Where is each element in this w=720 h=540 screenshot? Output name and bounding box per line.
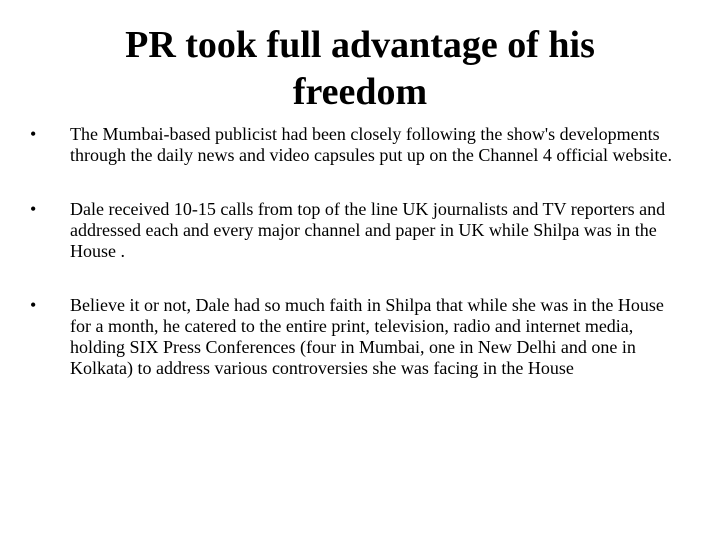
bullet-text: The Mumbai-based publicist had been closely following the show's developments through the daily news and video capsules put up on the Channel 4 official website. bbox=[70, 124, 673, 165]
bullet-item bbox=[30, 124, 690, 166]
bullet-icon: • bbox=[30, 124, 37, 144]
bullet-text: Believe it or not, Dale had so much faith in Shilpa that while she was in the House for a month, he catered to the entire print, television, radio and internet media, holding SIX Press Conferences (four in Mumbai, one in New Delhi and one in Kolkata) to address various controversies she was facing in the House bbox=[70, 295, 664, 378]
slide-title: PR took full advantage of his freedom bbox=[125, 24, 595, 113]
bullet-list bbox=[30, 124, 690, 379]
bullet-icon: • bbox=[30, 295, 37, 315]
bullet-item bbox=[30, 199, 690, 262]
bullet-text: Dale received 10-15 calls from top of the line UK journalists and TV reporters and addressed each and every major channel and paper in UK while Shilpa was in the House . bbox=[70, 199, 666, 261]
bullet-icon: • bbox=[30, 199, 37, 219]
bullet-item bbox=[30, 295, 690, 379]
